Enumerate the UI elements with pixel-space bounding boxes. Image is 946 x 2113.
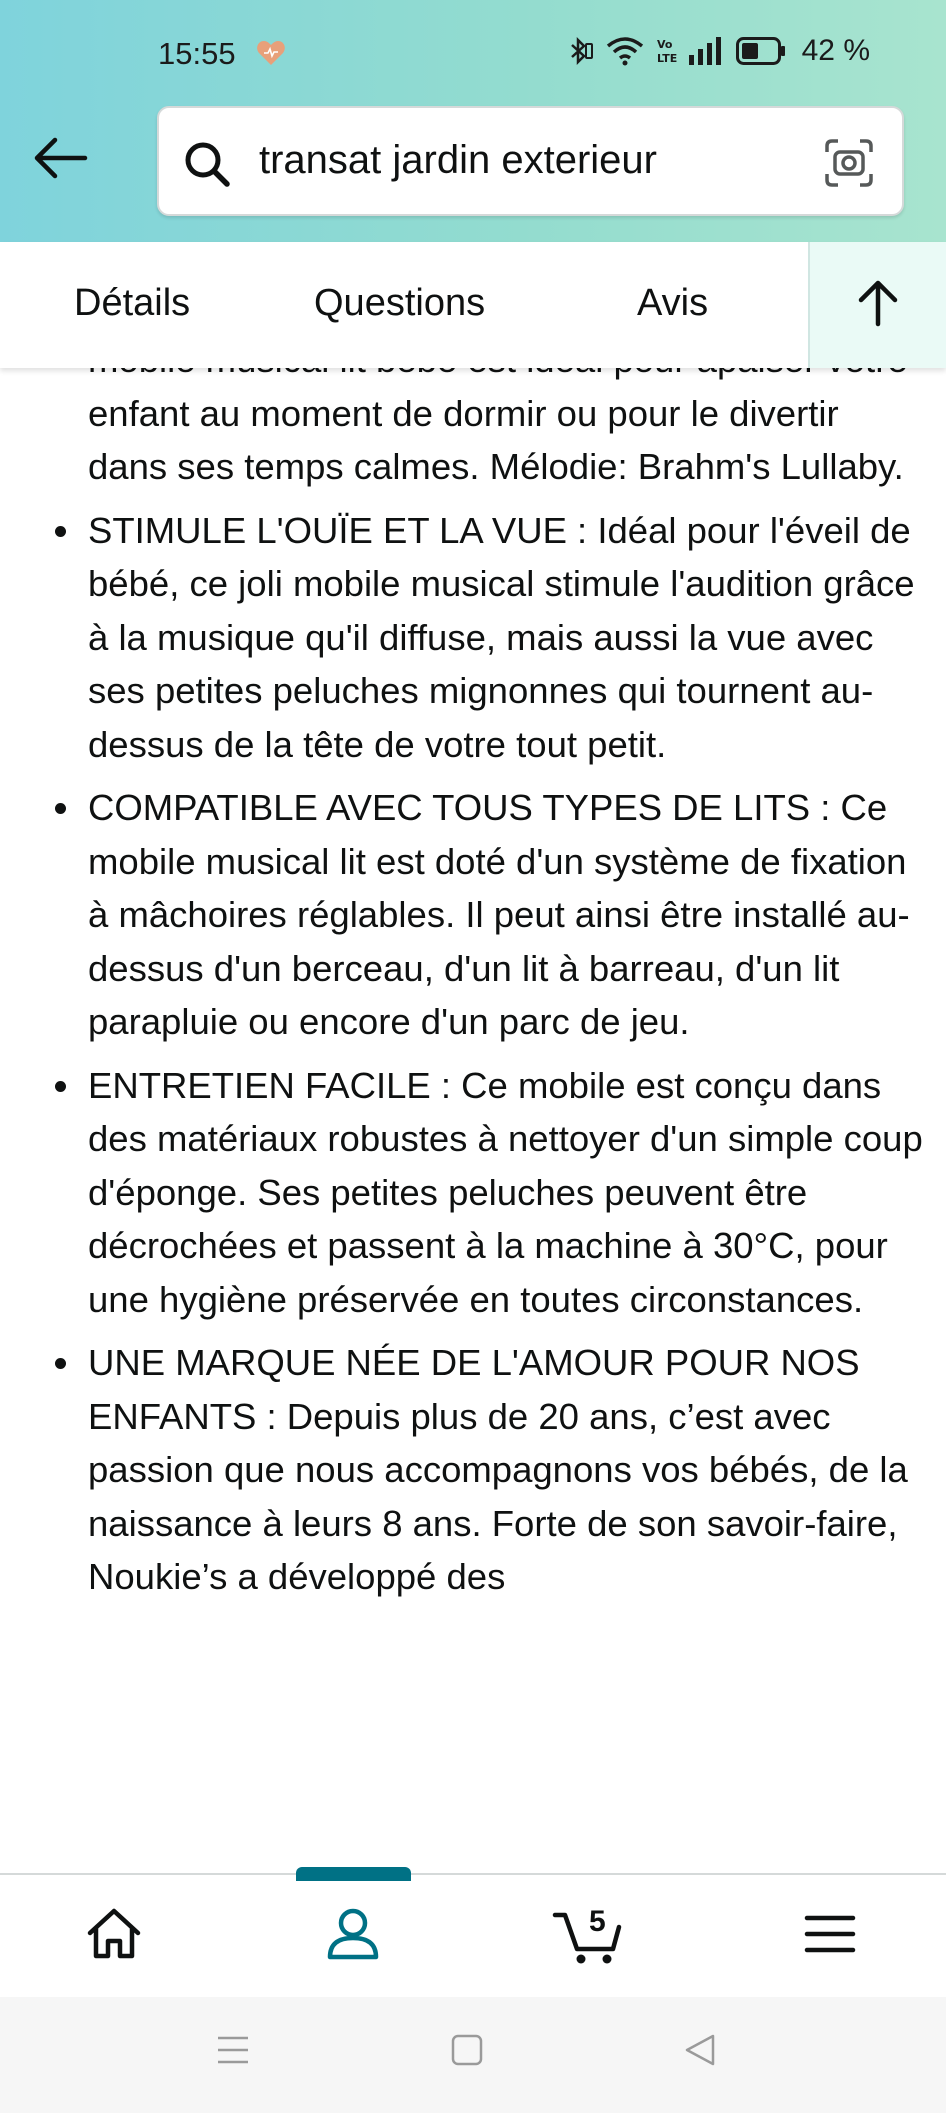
system-navigation-bar <box>0 1997 946 2113</box>
home-square-icon[interactable] <box>450 2033 484 2072</box>
arrow-up-icon <box>858 280 898 331</box>
cart-count-badge: 5 <box>589 1905 606 1938</box>
section-tab-bar <box>0 242 946 368</box>
status-time: 15:55 <box>158 36 236 71</box>
heart-icon <box>256 40 286 66</box>
active-tab-indicator <box>296 1867 411 1881</box>
tab-details[interactable]: Détails <box>74 282 191 324</box>
feature-bullet <box>0 504 946 772</box>
back-triangle-icon[interactable] <box>683 2033 717 2072</box>
home-icon <box>86 1907 142 1966</box>
feature-bullet <box>0 1059 946 1327</box>
cart-icon <box>553 1905 625 1967</box>
hamburger-menu-icon <box>804 1914 856 1959</box>
feature-bullet-text: STIMULE L'OUÏE ET LA VUE : Idéal pour l'éveil de bébé, ce joli mobile musical stimule l'audition grâce à la musique qu'il diffuse, mais aussi la vue avec ses petites peluches mignonnes qui tournent au-dessus de la tête de votre tout petit. <box>88 509 915 765</box>
app-header <box>0 0 946 242</box>
battery-percentage: 42 % <box>801 34 870 67</box>
volte-icon <box>656 36 676 66</box>
signal-icon <box>688 37 724 65</box>
feature-bullet <box>0 1336 946 1604</box>
search-input[interactable]: transat jardin exterieur <box>259 138 657 182</box>
wifi-icon <box>606 36 644 66</box>
search-box[interactable] <box>157 106 904 216</box>
feature-bullet <box>0 781 946 1049</box>
scroll-to-top-button[interactable] <box>808 242 946 368</box>
feature-bullet-text: ENTRETIEN FACILE : Ce mobile est conçu dans des matériaux robustes à nettoyer d'un simple coup d'éponge. Ses petites peluches peuvent être décrochées et passent à la machine à 30°C, pour une hygiène préservée en toutes circonstances. <box>88 1064 923 1320</box>
person-icon <box>325 1907 381 1966</box>
description-paragraph: enfant au moment de dormir ou pour le divertir dans ses temps calmes. Mélodie: Brahm's Lullaby. <box>88 392 904 487</box>
recent-apps-icon[interactable] <box>216 2033 250 2072</box>
bullet-dot <box>55 1358 66 1369</box>
status-icons <box>564 34 870 68</box>
battery-icon <box>736 37 786 65</box>
tab-questions[interactable]: Questions <box>314 282 486 324</box>
bullet-dot <box>55 526 66 537</box>
feature-bullet-text: COMPATIBLE AVEC TOUS TYPES DE LITS : Ce mobile musical lit est doté d'un système de fixation à mâchoires réglables. Il peut ainsi être installé au-dessus d'un berceau, d'un lit à barreau, d'un lit parapluie ou encore d'un parc de jeu. <box>88 787 910 1042</box>
feature-bullet-list <box>0 504 946 1604</box>
bottom-navigation <box>0 1873 946 1997</box>
nav-menu[interactable] <box>790 1901 870 1971</box>
bluetooth-icon <box>564 36 594 66</box>
nav-cart[interactable] <box>549 1901 629 1971</box>
camera-search-icon[interactable] <box>824 138 874 193</box>
nav-you[interactable] <box>313 1901 393 1971</box>
svg-text:LTE: LTE <box>656 52 677 65</box>
bullet-dot <box>55 1081 66 1092</box>
arrow-left-icon <box>33 138 87 183</box>
svg-text:Vo: Vo <box>656 38 673 51</box>
product-description <box>0 368 946 1873</box>
back-button[interactable] <box>30 130 90 190</box>
feature-bullet-text: UNE MARQUE NÉE DE L'AMOUR POUR NOS ENFANTS : Depuis plus de 20 ans, c’est avec passion que nous accompagnons vos bébés, de la naissance à leurs 8 ans. Forte de son savoir-faire, Noukie’s a développé des <box>88 1342 908 1597</box>
bullet-dot <box>55 803 66 814</box>
status-bar <box>0 0 946 110</box>
tab-avis[interactable]: Avis <box>637 282 709 324</box>
search-icon <box>183 140 231 193</box>
nav-home[interactable] <box>74 1901 154 1971</box>
